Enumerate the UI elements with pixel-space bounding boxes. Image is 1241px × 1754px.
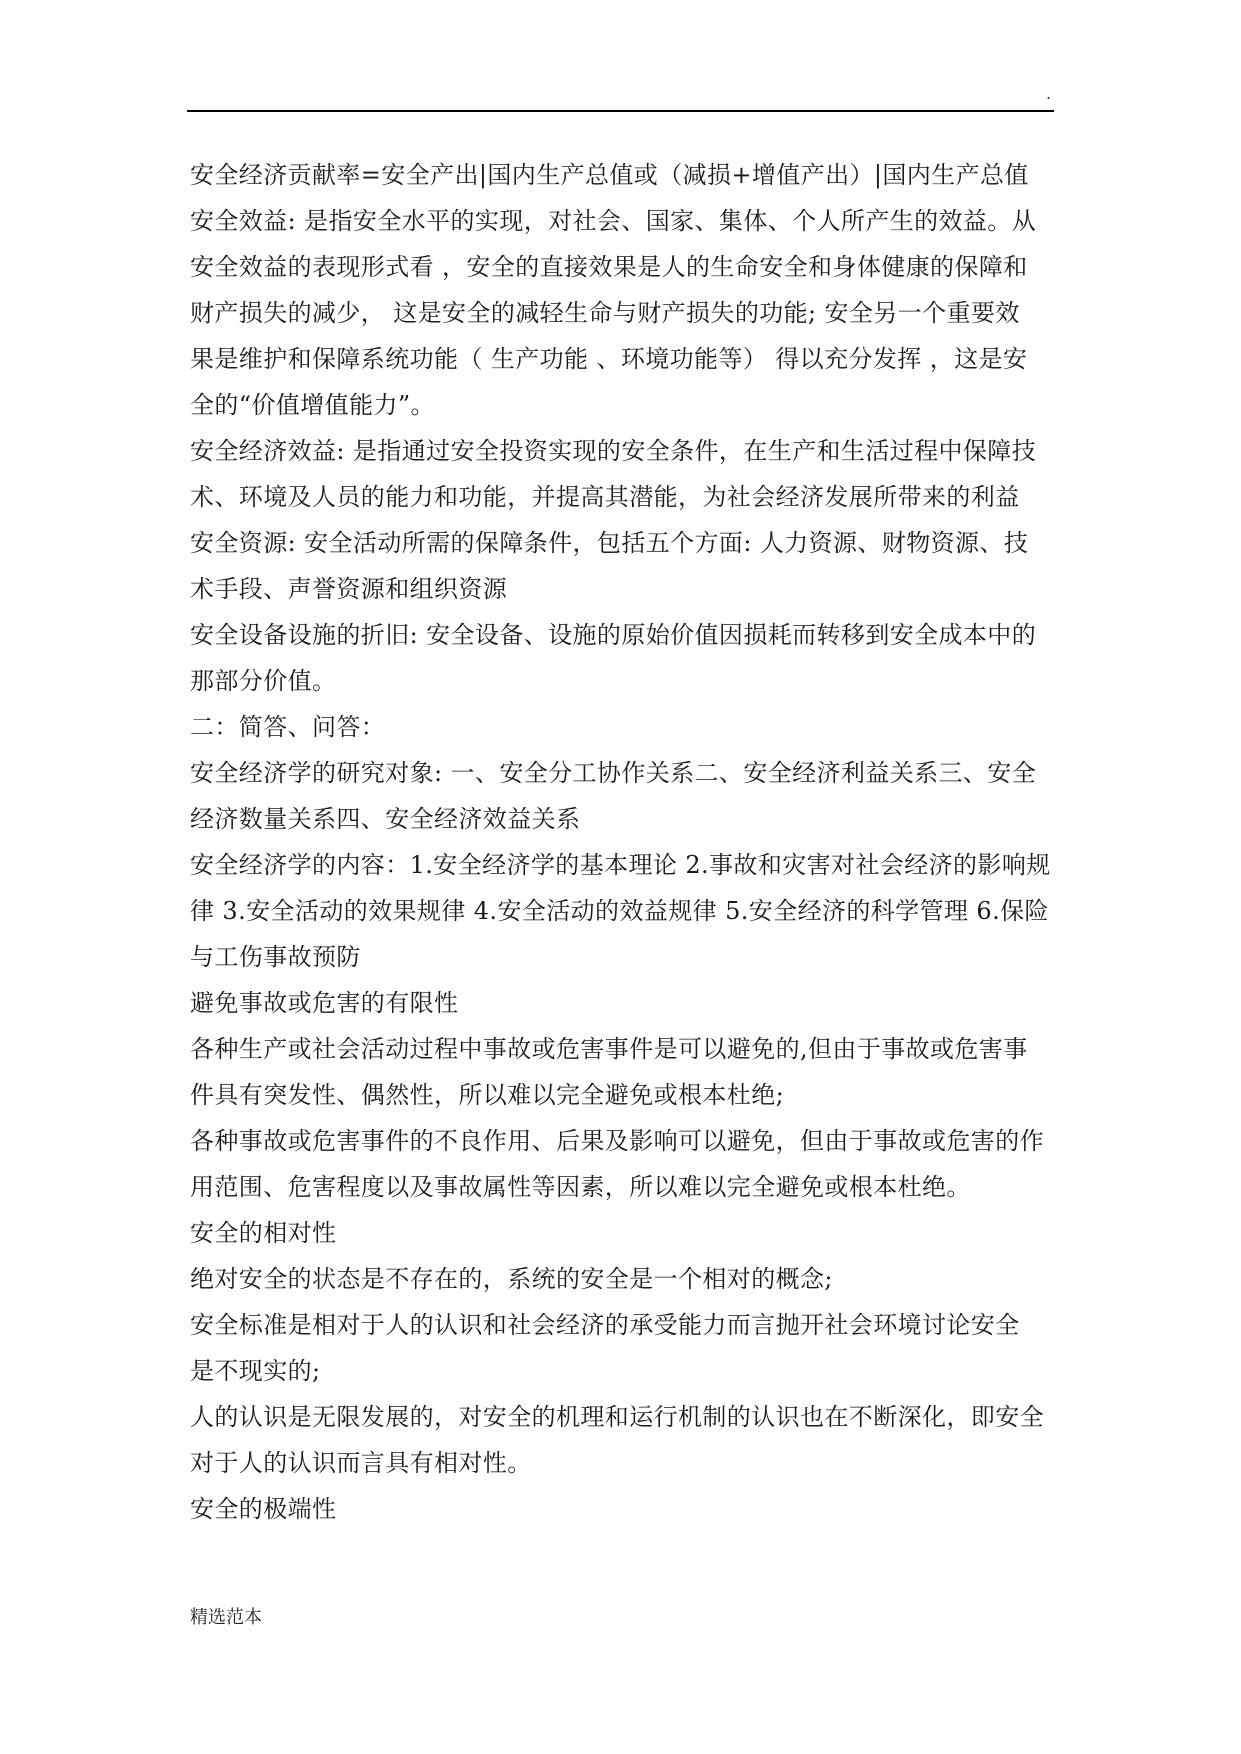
text-line: 是不现实的; (190, 1357, 321, 1385)
text-line: 经济数量关系四、安全经济效益关系 (190, 805, 581, 833)
text-line: 安全资源: 安全活动所需的保障条件，包括五个方面: 人力资源、财物资源、技 (190, 529, 1029, 557)
header-rule (187, 110, 1054, 112)
text-line: 安全效益的表现形式看 ，安全的直接效果是人的生命安全和身体健康的保障和 (190, 253, 1028, 281)
text-line: 人的认识是无限发展的，对安全的机理和运行机制的认识也在不断深化，即安全 (190, 1403, 1044, 1431)
text-line: 安全标准是相对于人的认识和社会经济的承受能力而言抛开社会环境讨论安全 (190, 1311, 1020, 1339)
text-line: 那部分价值。 (190, 667, 337, 695)
text-line: 术、环境及人员的能力和功能，并提高其潜能，为社会经济发展所带来的利益 (190, 483, 1020, 511)
footer-text: 精选范本 (190, 1607, 262, 1628)
text-line: 安全经济效益: 是指通过安全投资实现的安全条件，在生产和生活过程中保障技 (190, 437, 1037, 465)
text-line: 财产损失的减少， 这是安全的减轻生命与财产损失的功能; 安全另一个重要效 (190, 299, 1020, 327)
text-line: 与工伤事故预防 (190, 943, 361, 971)
topic-heading: 安全的相对性 (190, 1219, 337, 1247)
text-line: 安全效益: 是指安全水平的实现，对社会、国家、集体、个人所产生的效益。从 (190, 207, 1037, 235)
text-line: 用范围、危害程度以及事故属性等因素，所以难以完全避免或根本杜绝。 (190, 1173, 971, 1201)
text-line: 对于人的认识而言具有相对性。 (190, 1449, 532, 1477)
text-line: 件具有突发性、偶然性，所以难以完全避免或根本杜绝; (190, 1081, 785, 1109)
text-line: 各种事故或危害事件的不良作用、后果及影响可以避免，但由于事故或危害的作 (190, 1127, 1044, 1155)
text-line: 果是维护和保障系统功能（ 生产功能 、环境功能等） 得以充分发挥 ，这是安 (190, 345, 1028, 373)
text-line: 安全经济学的研究对象: 一、安全分工协作关系二、安全经济利益关系三、安全 (190, 759, 1037, 787)
text-line: 绝对安全的状态是不存在的，系统的安全是一个相对的概念; (190, 1265, 833, 1293)
topic-heading: 避免事故或危害的有限性 (190, 989, 459, 1017)
header-mark: . (1046, 84, 1052, 103)
text-line: 全的“价值增值能力”。 (190, 391, 435, 419)
topic-heading: 安全的极端性 (190, 1495, 337, 1523)
text-line: 律 3.安全活动的效果规律 4.安全活动的效益规律 5.安全经济的科学管理 6.保险 (190, 897, 1049, 925)
text-line: 术手段、声誉资源和组织资源 (190, 575, 508, 603)
text-line: 安全设备设施的折旧: 安全设备、设施的原始价值因损耗而转移到安全成本中的 (190, 621, 1037, 649)
text-line: 安全经济贡献率=安全产出|国内生产总值或（减损+增值产出）|国内生产总值 (190, 161, 1029, 189)
document-body (190, 152, 1062, 1532)
section-heading: 二：简答、问答： (190, 713, 386, 741)
text-line: 各种生产或社会活动过程中事故或危害事件是可以避免的,但由于事故或危害事 (190, 1035, 1028, 1063)
text-line: 安全经济学的内容：1.安全经济学的基本理论 2.事故和灾害对社会经济的影响规 (190, 851, 1051, 879)
